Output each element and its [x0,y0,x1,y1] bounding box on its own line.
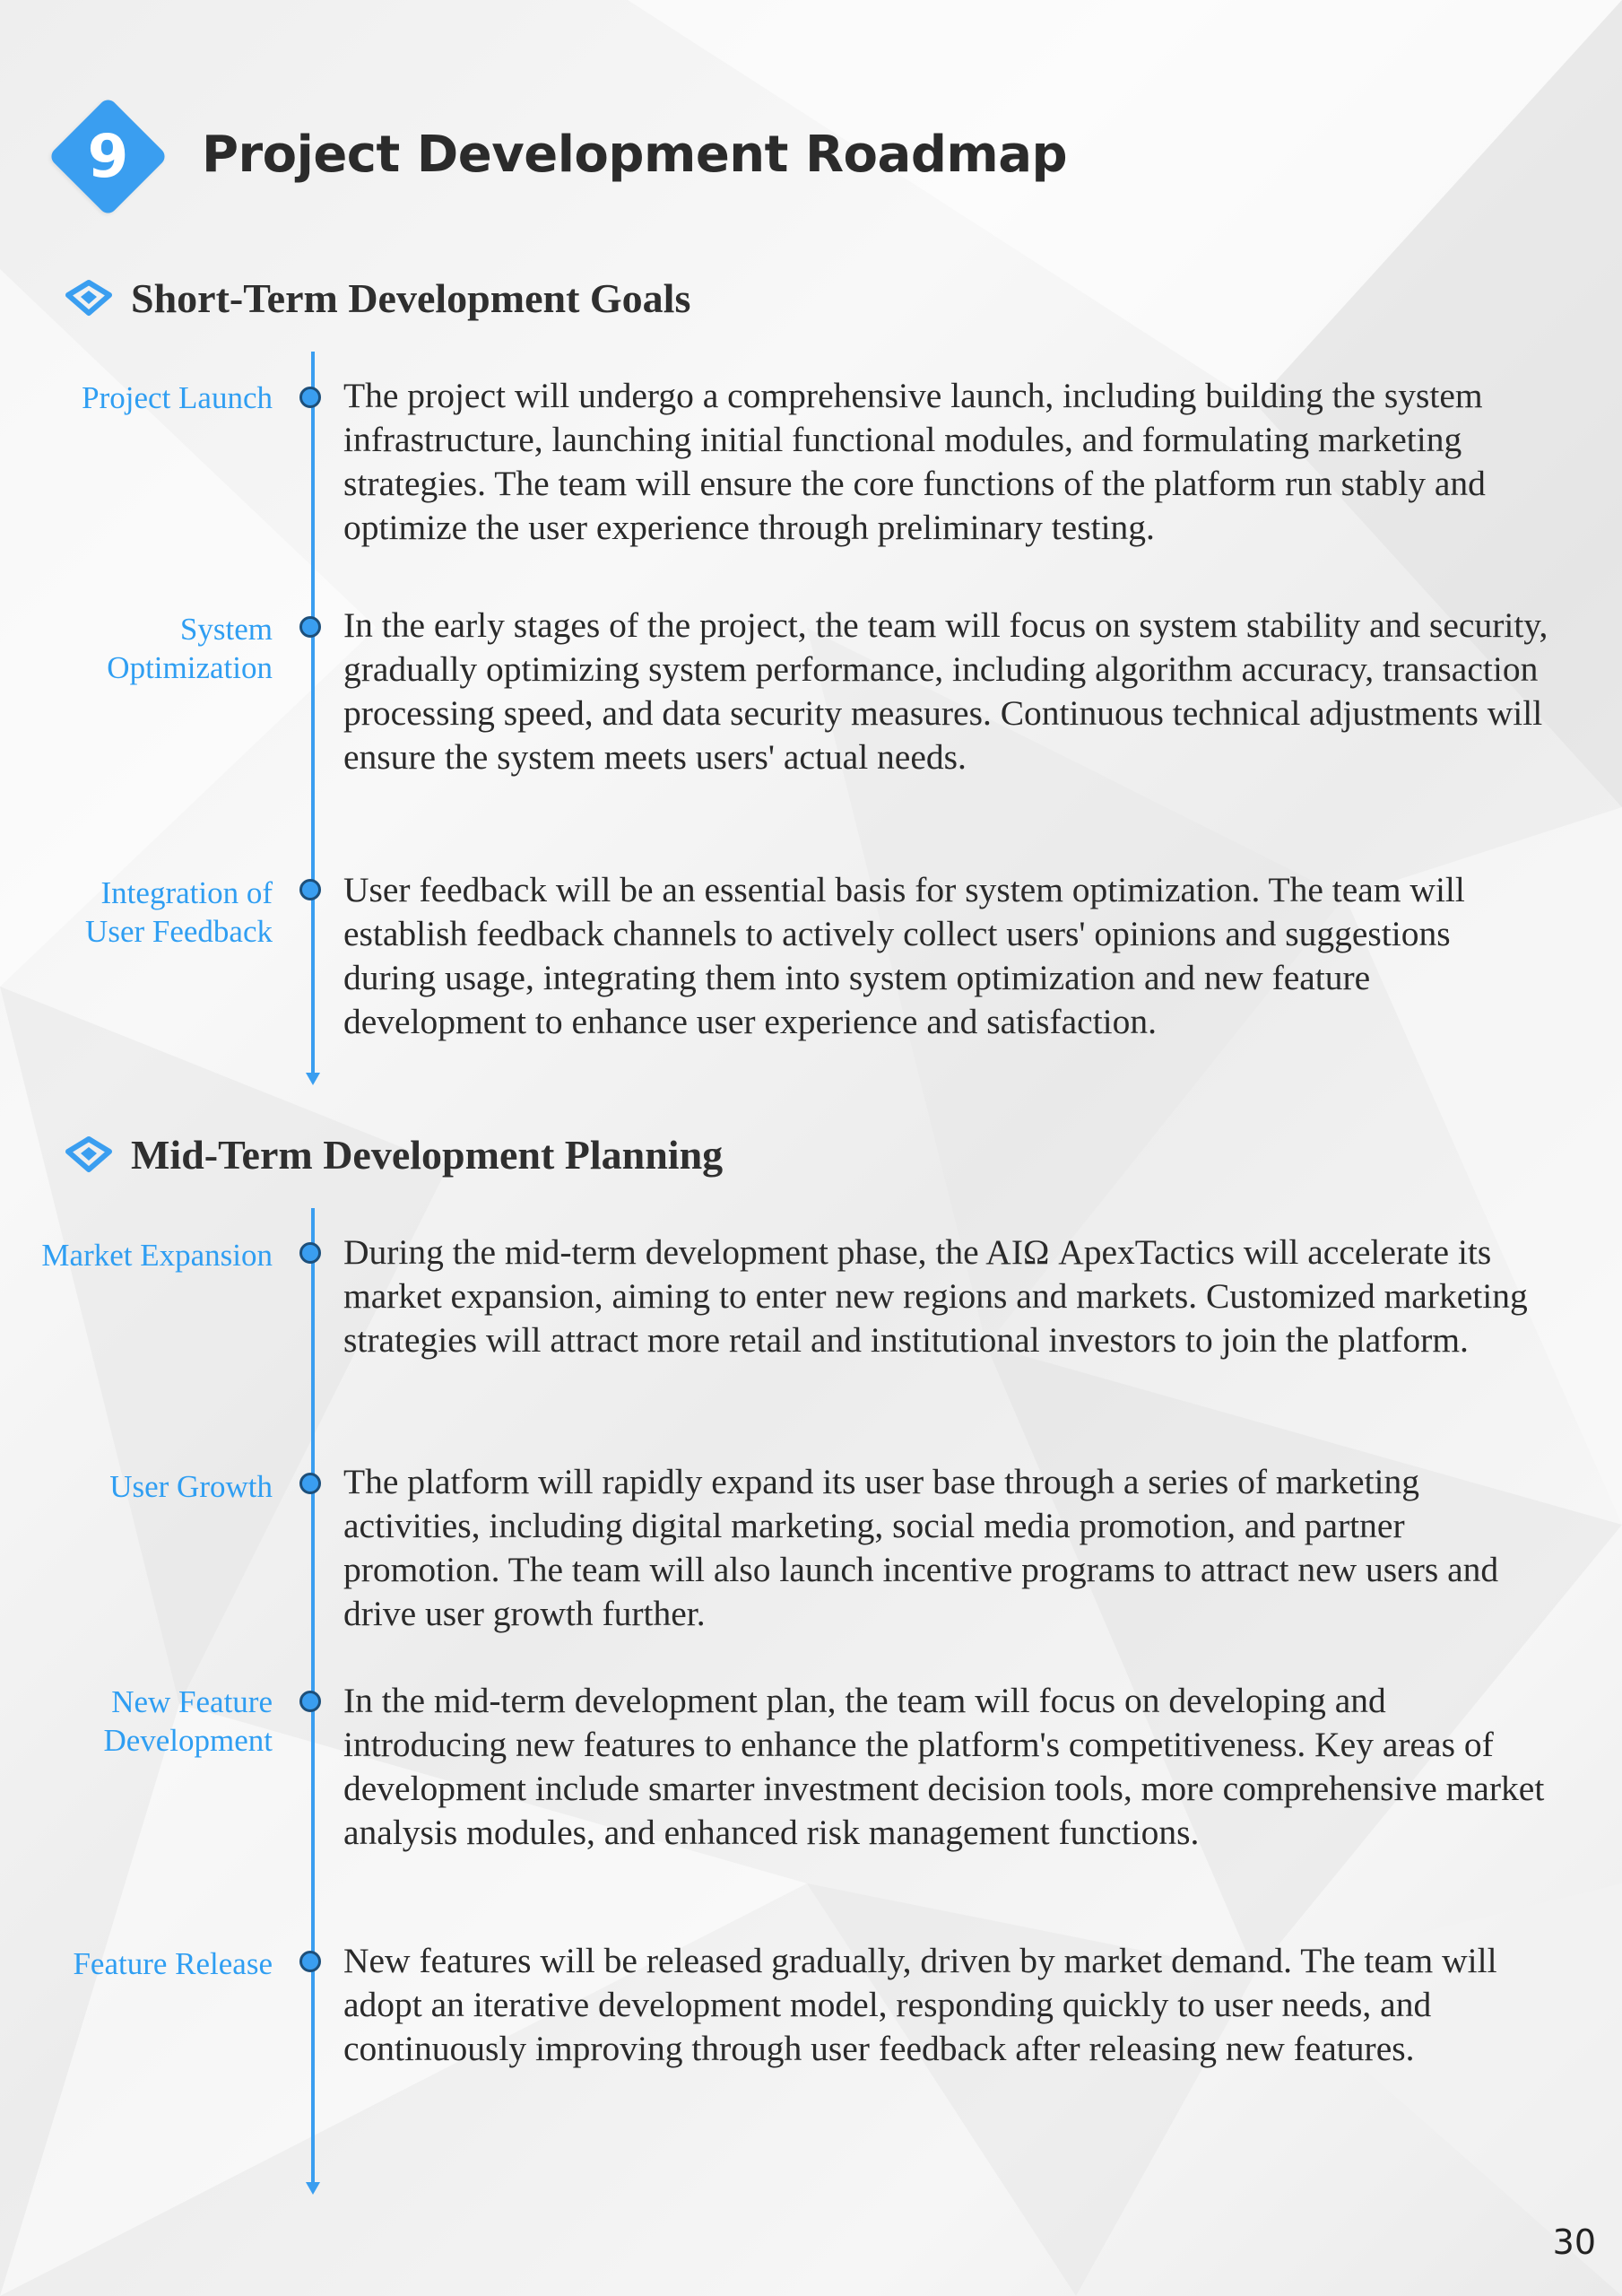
timeline-dot [299,616,321,638]
page-title: Project Development Roadmap [202,126,1068,184]
arrow-down-icon [306,2182,320,2195]
timeline-label: System Optimization [107,612,273,685]
timeline-text: User feedback will be an essential basis for system optimization. The team will establish feedback channels to actively collect users' opinions and suggestions during usage, integrating them into system optimization and new feature development to enhance user experience and satisfaction. [343,870,1465,1041]
timeline-label: Project Launch [82,380,273,415]
timeline-dot [299,1951,321,1972]
section-title: Mid-Term Development Planning [131,1131,724,1178]
page-number: 30 [1552,2222,1596,2262]
timeline-label: New Feature Development [103,1684,273,1758]
chapter-number: 9 [87,122,129,191]
section-header-short-term [65,271,690,325]
timeline-dot [299,1691,321,1712]
timeline-text: The project will undergo a comprehensive launch, including building the system infrastructure, launching initial functional modules, and formulating marketing strategies. The team will ensure the core functions of the platform run stably and optimize the user experience through preliminary testing. [343,376,1486,547]
timeline-text: In the early stages of the project, the team will focus on system stability and security, gradually optimizing system performance, including algorithm accuracy, transaction processing speed, and data security measures. Continuous technical adjustments will ensure the system meets users' actual needs. [343,605,1548,777]
timeline-dot [299,1473,321,1494]
timeline-dot [299,1242,321,1264]
timeline-text: In the mid-term development plan, the team will focus on developing and introducing new features to enhance the platform's competitiveness. Key areas of development include smarter investment decision tools, more comprehensive market analysis modules, and enhanced risk management functions. [343,1681,1545,1852]
timeline-text: During the mid-term development phase, the AIΩ ApexTactics will accelerate its market expansion, aiming to enter new regions and markets. Customized marketing strategies will attract more retail and institutional investors to join the platform. [343,1232,1528,1360]
timeline-text: New features will be released gradually, driven by market demand. The team will adopt an iterative development model, responding quickly to user needs, and continuously improving through user feedback after releasing new features. [343,1941,1497,2068]
timeline-dot [299,387,321,408]
timeline-dot [299,879,321,900]
timeline-label: Feature Release [73,1946,273,1981]
timeline-label: User Growth [109,1469,273,1504]
timeline-line [311,352,315,1076]
arrow-down-icon [306,1073,320,1085]
section-header-mid-term [65,1127,723,1181]
timeline-text: The platform will rapidly expand its user base through a series of marketing activities, including digital marketing, social media promotion, and partner promotion. The team will also launch incentive programs to attract new users and drive user growth further. [343,1462,1499,1633]
section-title: Short-Term Development Goals [131,274,691,321]
diamond-outline-icon [65,1135,113,1173]
diamond-outline-icon [65,279,113,317]
timeline-label: Integration of User Feedback [85,875,273,949]
timeline-label: Market Expansion [41,1238,273,1273]
